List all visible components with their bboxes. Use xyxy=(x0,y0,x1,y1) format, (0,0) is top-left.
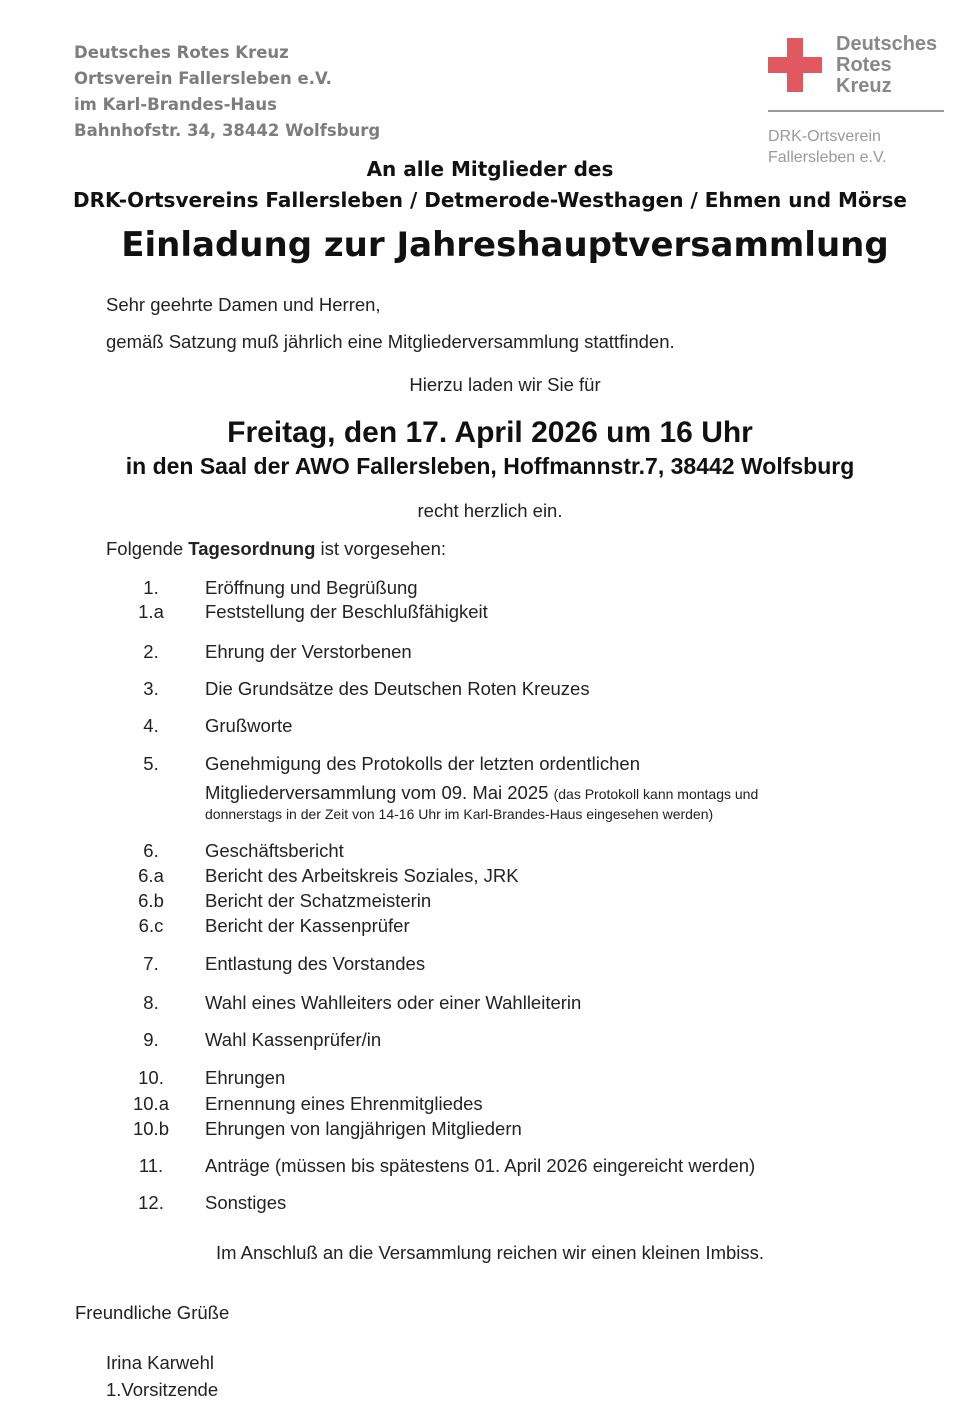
agenda-item: Bericht der Schatzmeisterin xyxy=(205,890,432,911)
agenda-item: Grußworte xyxy=(205,715,293,736)
welcome-text: recht herzlich ein. xyxy=(417,500,563,521)
agenda-item: Ehrungen von langjährigen Mitgliedern xyxy=(205,1118,522,1139)
agenda-item: Wahl Kassenprüfer/in xyxy=(205,1029,382,1050)
agenda-number: 6.a xyxy=(138,865,164,886)
sender-line: Bahnhofstr. 34, 38442 Wolfsburg xyxy=(74,121,381,140)
sender-line: im Karl-Brandes-Haus xyxy=(74,95,277,114)
agenda-number: 8. xyxy=(143,992,159,1013)
agenda-item: Sonstiges xyxy=(205,1192,287,1213)
agenda-item: Ehrungen xyxy=(205,1067,286,1088)
agenda-number: 7. xyxy=(143,953,159,974)
agenda-number: 10.b xyxy=(132,1118,169,1139)
snack-note: Im Anschluß an die Versammlung reichen wir einen kleinen Imbiss. xyxy=(215,1242,765,1263)
invite-text: Hierzu laden wir Sie für xyxy=(409,374,601,395)
agenda-number: 3. xyxy=(143,678,159,699)
agenda-item: Anträge (müssen bis spätestens 01. April 2026 eingereicht werden) xyxy=(205,1155,756,1176)
heading-associations: DRK-Ortsvereins Fallersleben / Detmerode-Westhagen / Ehmen und Mörse xyxy=(73,188,907,212)
agenda-item: Ehrung der Verstorbenen xyxy=(205,641,412,662)
agenda-number: 10. xyxy=(138,1067,164,1088)
agenda-item: Feststellung der Beschlußfähigkeit xyxy=(205,601,488,622)
event-date: Freitag, den 17. April 2026 um 16 Uhr xyxy=(227,416,753,449)
agenda-number: 2. xyxy=(143,641,159,662)
agenda-note: (das Protokoll kann montags und xyxy=(553,786,759,802)
agenda-number: 12. xyxy=(138,1192,164,1213)
logo-divider xyxy=(768,110,944,112)
agenda-item: Genehmigung des Protokolls der letzten ordentlichen xyxy=(205,753,641,774)
heading-recipients: An alle Mitglieder des xyxy=(366,157,614,181)
agenda-number: 1.a xyxy=(138,601,164,622)
agenda-number: 1. xyxy=(143,577,159,598)
agenda-note: donnerstags in der Zeit von 14-16 Uhr im Karl-Brandes-Haus eingesehen werden) xyxy=(205,806,714,822)
agenda-number: 6. xyxy=(143,840,159,861)
red-cross-icon-bar xyxy=(768,57,822,73)
salutation: Sehr geehrte Damen und Herren, xyxy=(106,294,381,315)
agenda-item: Bericht des Arbeitskreis Soziales, JRK xyxy=(205,865,519,886)
signatory-name: Irina Karwehl xyxy=(106,1352,214,1373)
agenda-item: Eröffnung und Begrüßung xyxy=(205,577,418,598)
agenda-item: Die Grundsätze des Deutschen Roten Kreuzes xyxy=(205,678,590,699)
drk-logo xyxy=(764,34,944,174)
agenda-number: 4. xyxy=(143,715,159,736)
intro-text: gemäß Satzung muß jährlich eine Mitgliederversammlung stattfinden. xyxy=(106,331,675,352)
agenda-item: Wahl eines Wahlleiters oder einer Wahlleiterin xyxy=(205,992,582,1013)
agenda-number: 6.c xyxy=(138,915,164,936)
agenda-number: 6.b xyxy=(138,890,164,911)
agenda-item: Entlastung des Vorstandes xyxy=(205,953,426,974)
agenda-number: 5. xyxy=(143,753,159,774)
agenda-number: 11. xyxy=(138,1155,164,1176)
sender-line: Deutsches Rotes Kreuz xyxy=(74,43,289,62)
page-title: Einladung zur Jahreshauptversammlung xyxy=(121,225,889,265)
logo-subtitle: DRK-Ortsverein Fallersleben e.V. xyxy=(768,128,887,166)
signatory-role: 1.Vorsitzende xyxy=(106,1379,219,1400)
agenda-intro: Folgende Tagesordnung ist vorgesehen: xyxy=(106,538,447,559)
closing-greeting: Freundliche Grüße xyxy=(75,1302,230,1323)
event-location: in den Saal der AWO Fallersleben, Hoffmannstr.7, 38442 Wolfsburg xyxy=(125,453,855,479)
sender-line: Ortsverein Fallersleben e.V. xyxy=(74,69,332,88)
sender-address xyxy=(74,40,380,144)
agenda-item: Ernennung eines Ehrenmitgliedes xyxy=(205,1093,483,1114)
agenda-item: Bericht der Kassenprüfer xyxy=(205,915,410,936)
agenda-item-continued: Mitgliederversammlung vom 09. Mai 2025 (das Protokoll kann montags und xyxy=(205,782,759,803)
agenda-item: Geschäftsbericht xyxy=(205,840,344,861)
logo-wordmark: Deutsches Rotes Kreuz xyxy=(836,33,938,97)
agenda-number: 10.a xyxy=(132,1093,169,1114)
agenda-number: 9. xyxy=(143,1029,159,1050)
